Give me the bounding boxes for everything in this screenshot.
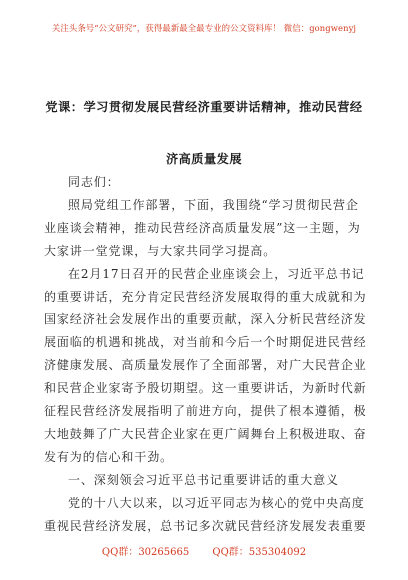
body-line: 和民营企业家寄予殷切期望。这一重要讲话，为新时代新 <box>44 381 367 396</box>
salutation: 同志们： <box>68 175 120 189</box>
header-banner: 关注头条号“公文研究”，获得最新最全最专业的公文资料库！ 微信：gongwenyj <box>51 23 357 33</box>
footer-qq-group-2: QQ群：535304092 <box>212 547 307 558</box>
body-line: 重视民营经济发展，总书记多次就民营经济发展发表重要 <box>44 518 367 533</box>
document-body <box>44 171 376 538</box>
body-line: 照局党组工作部署，下面，我围绕“学习贯彻民营企 <box>68 197 359 212</box>
footer-contact <box>0 543 408 558</box>
body-line: 发有为的信心和干劲。 <box>44 449 174 464</box>
section-heading: 一、深刻领会习近平总书记重要讲话的重大意义 <box>68 472 339 487</box>
body-line: 业座谈会精神，推动民营经济高质量发展”这一主题，为 <box>44 220 361 235</box>
body-line: 在2月17日召开的民营企业座谈会上，习近平总书记 <box>68 266 365 281</box>
body-line: 济健康发展、高质量发展作了全面部署，对广大民营企业 <box>44 358 367 373</box>
body-line: 大地鼓舞了广大民营企业家在更广阔舞台上积极进取、奋 <box>44 426 367 441</box>
body-line: 展面临的机遇和挑战，对当前和今后一个时期促进民营经 <box>44 335 367 350</box>
body-line: 的重要讲话，充分肯定民营经济发展取得的重大成就和为 <box>44 289 367 304</box>
document-title-line-2: 济高质量发展 <box>165 152 243 166</box>
body-line: 征程民营经济发展指明了前进方向，提供了根本遵循，极 <box>44 404 367 419</box>
body-line: 大家讲一堂党课，与大家共同学习提高。 <box>44 243 277 258</box>
body-line: 党的十八大以来，以习近平同志为核心的党中央高度 <box>68 495 365 510</box>
body-line: 国家经济社会发展作出的重要贡献，深入分析民营经济发 <box>44 312 367 327</box>
footer-qq-group-1: QQ群：30265665 <box>101 547 190 558</box>
document-title-line-1: 党课：学习贯彻发展民营经济重要讲话精神，推动民营经 <box>45 100 363 114</box>
